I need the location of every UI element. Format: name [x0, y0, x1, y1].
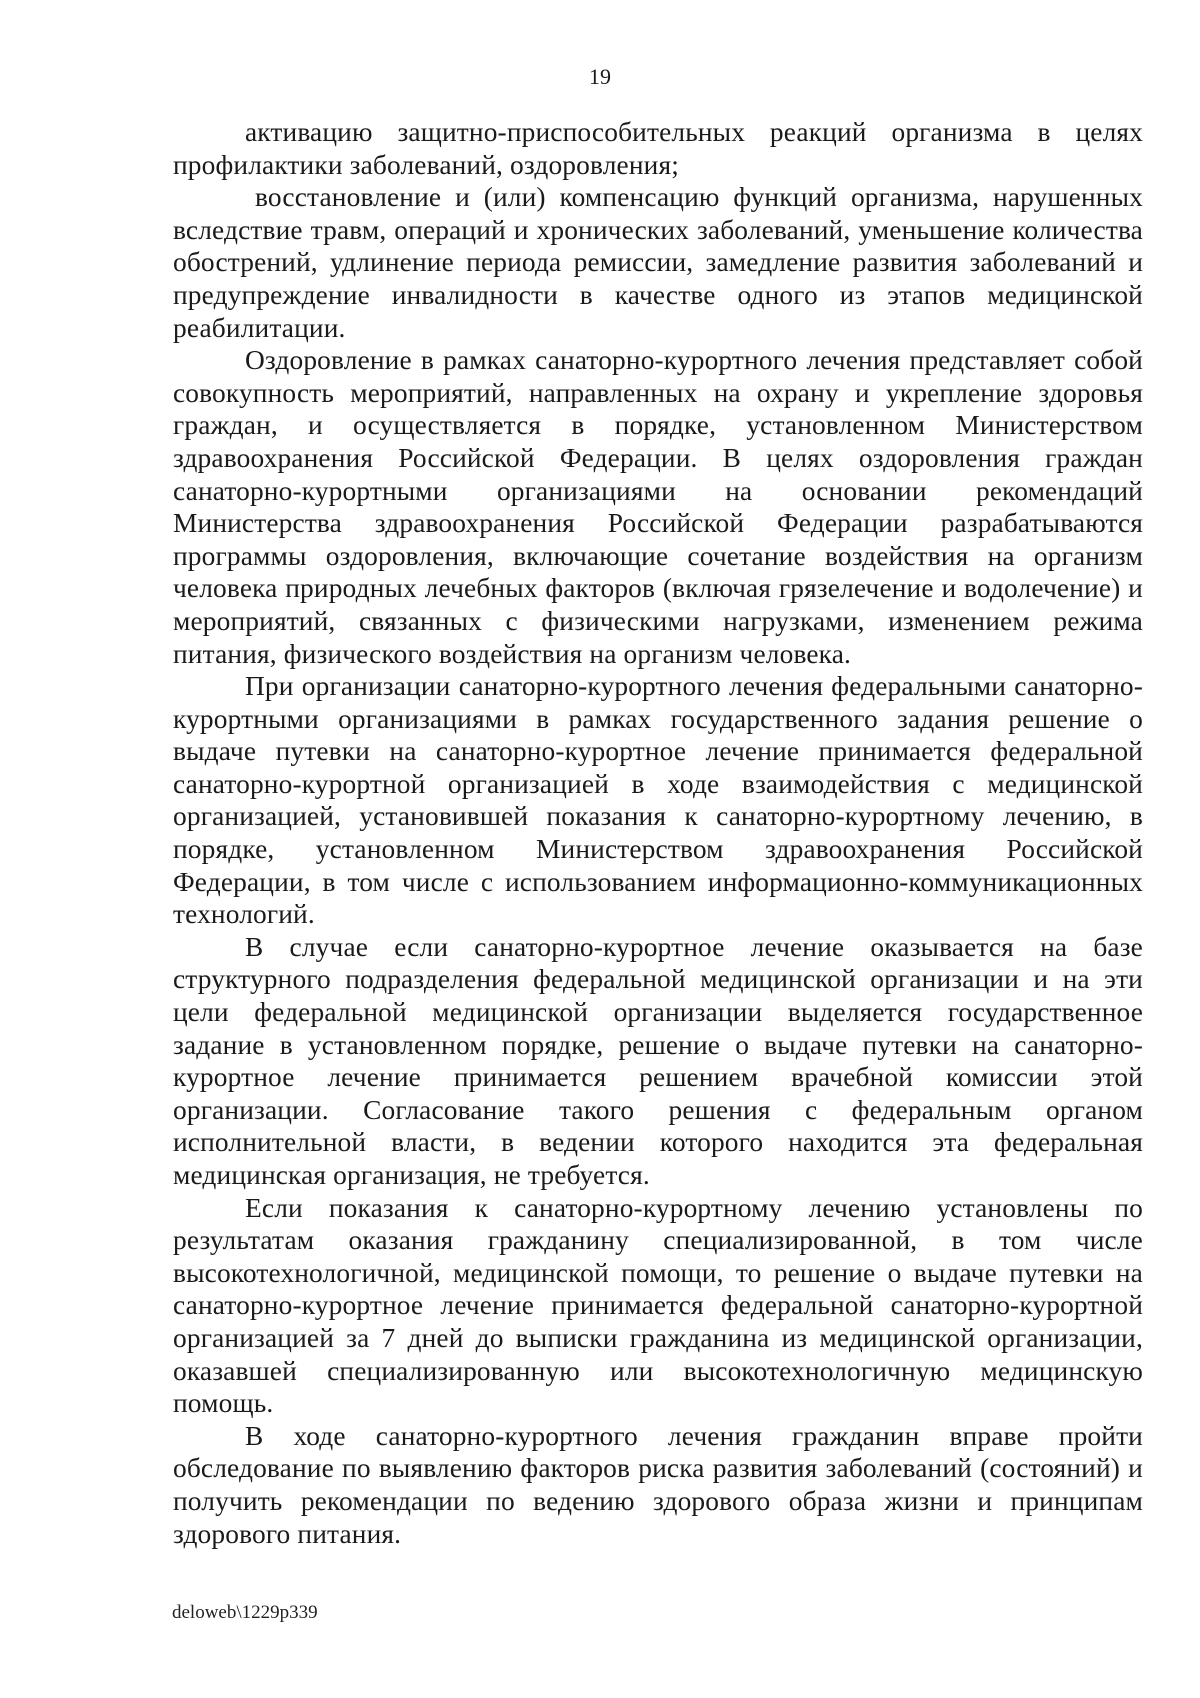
- paragraph-restoration: восстановление и (или) компенсацию функций организма, нарушенных вследствие травм, операций и хронических заболеваний, уменьшение количества обострений, удлинение периода ремиссии, замедление развития заболеваний и предупреждение инвалидности в качестве одного из этапов медицинской реабилитации.: [173, 182, 1143, 343]
- document-code: deloweb\1229p339: [172, 1602, 318, 1623]
- paragraph-health-improvement: Оздоровление в рамках санаторно-курортного лечения представляет собой совокупность мероприятий, направленных на охрану и укрепление здоровья граждан, и осуществляется в порядке, установленном Министерством здравоохранения Российской Федерации. В целях оздоровления граждан санаторно-курортными организациями на основании рекомендаций Министерства здравоохранения Российской Федерации разрабатываются программы оздоровления, включающие сочетание воздействия на организм человека природных лечебных факторов (включая грязелечение и водолечение) и мероприятий, связанных с физическими нагрузками, изменением режима питания, физического воздействия на организм человека.: [173, 345, 1143, 669]
- document-body: [173, 116, 1143, 1550]
- paragraph-federal-organization: При организации санаторно-курортного лечения федеральными санаторно-курортными организациями в рамках государственного задания решение о выдаче путевки на санаторно-курортное лечение принимается федеральной санаторно-курортной организацией в ходе взаимодействия с медицинской организацией, установившей показания к санаторно-курортному лечению, в порядке, установленном Министерством здравоохранения Российской Федерации, в том числе с использованием информационно-коммуникационных технологий.: [173, 671, 1143, 930]
- paragraph-specialized-care: Если показания к санаторно-курортному лечению установлены по результатам оказания гражданину специализированной, в том числе высокотехнологичной, медицинской помощи, то решение о выдаче путевки на санаторно-курортное лечение принимается федеральной санаторно-курортной организацией за 7 дней до выписки гражданина из медицинской организации, оказавшей специализированную или высокотехнологичную медицинскую помощь.: [173, 1192, 1143, 1419]
- paragraph-activation: активацию защитно-приспособительных реакций организма в целях профилактики заболеваний, оздоровления;: [173, 117, 1143, 180]
- paragraph-structural-division: В случае если санаторно-курортное лечение оказывается на базе структурного подразделения федеральной медицинской организации и на эти цели федеральной медицинской организации выделяется государственное задание в установленном порядке, решение о выдаче путевки на санаторно-курортное лечение принимается решением врачебной комиссии этой организации. Согласование такого решения с федеральным органом исполнительной власти, в ведении которого находится эта федеральная медицинская организация, не требуется.: [173, 931, 1143, 1190]
- page-number: 19: [589, 64, 611, 89]
- paragraph-examination: В ходе санаторно-курортного лечения гражданин вправе пройти обследование по выявлению факторов риска развития заболеваний (состояний) и получить рекомендации по ведению здорового образа жизни и принципам здорового питания.: [173, 1420, 1143, 1549]
